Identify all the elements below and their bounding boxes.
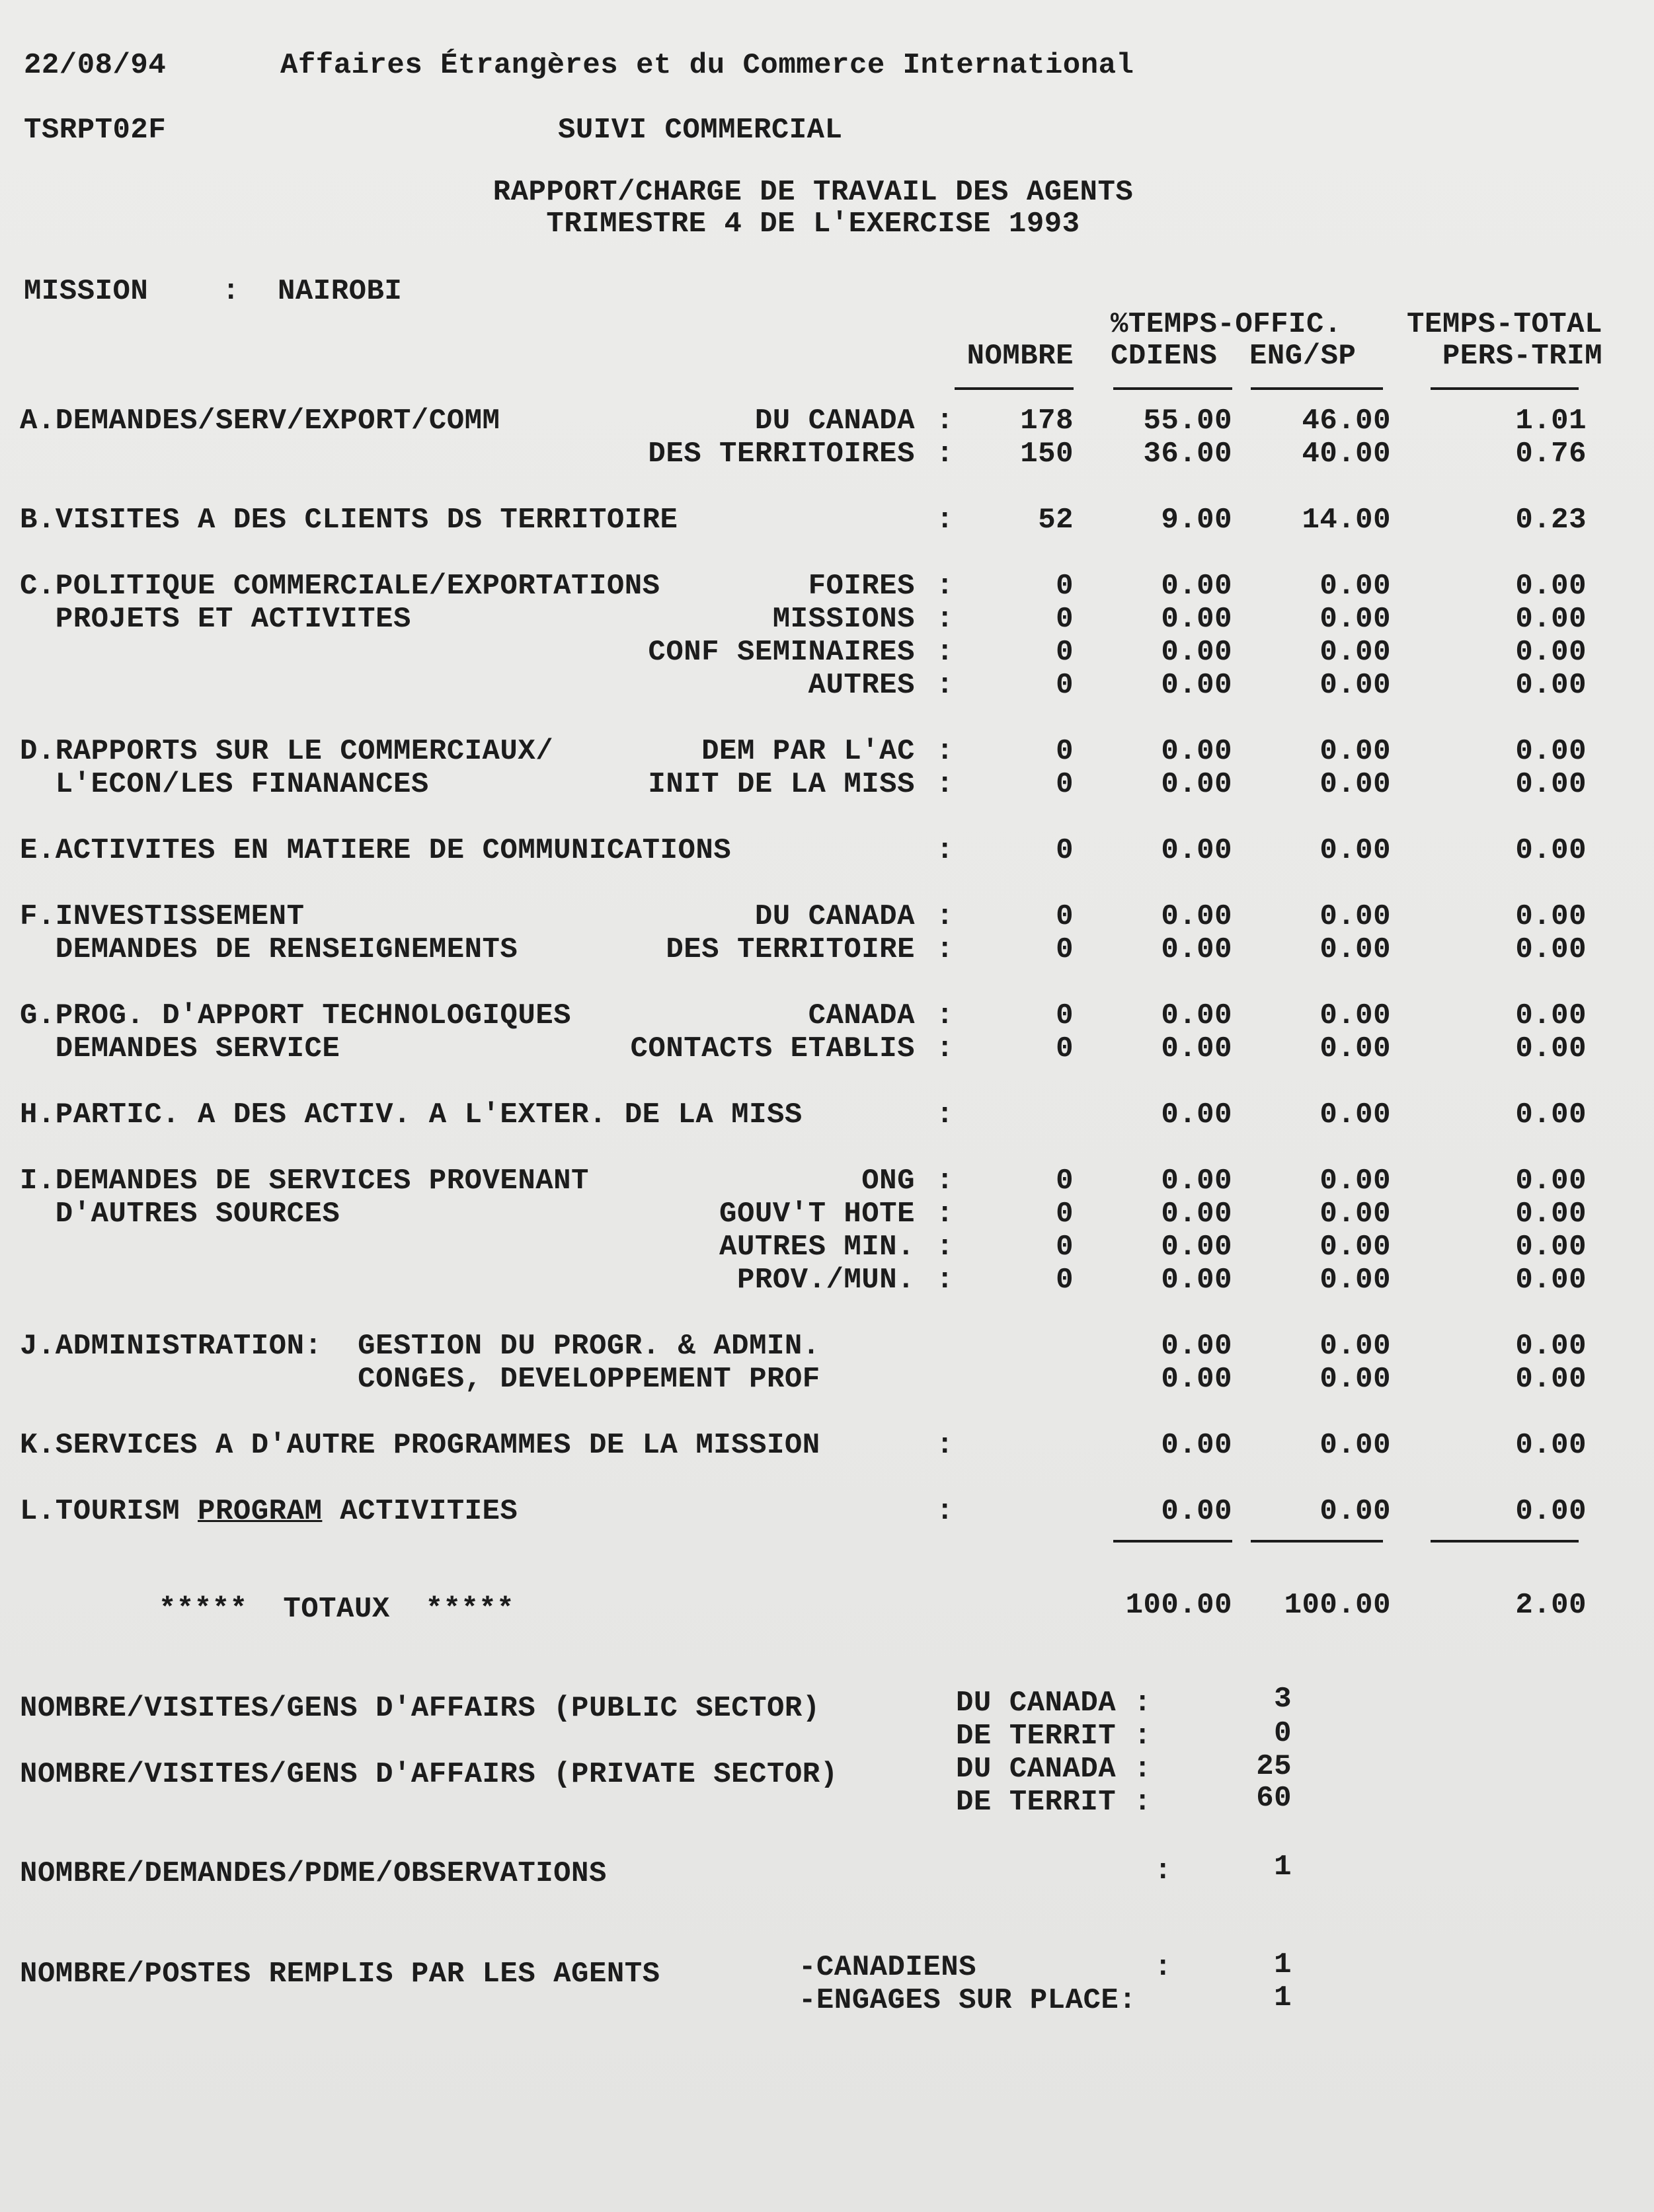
- row-sublabel: DU CANADA: [754, 900, 915, 933]
- row-sublabel: AUTRES MIN.: [719, 1231, 915, 1264]
- row-eng-sp: 0.00: [1319, 669, 1391, 702]
- row-nombre: 0: [1056, 768, 1074, 801]
- row-cdiens: 0.00: [1161, 1264, 1232, 1297]
- row-eng-sp: 0.00: [1319, 1363, 1391, 1396]
- row-separator: :: [936, 1495, 954, 1528]
- row-pers-trim: 0.00: [1515, 570, 1587, 603]
- row-separator: :: [936, 1098, 954, 1131]
- row-nombre: 0: [1056, 933, 1074, 966]
- row-cdiens: 0.00: [1161, 735, 1232, 768]
- row-eng-sp: 0.00: [1319, 1164, 1391, 1198]
- row-cdiens: 0.00: [1161, 1032, 1232, 1065]
- row-eng-sp: 40.00: [1302, 438, 1391, 471]
- postes-canadiens-value: 1: [1274, 1948, 1292, 1981]
- row-pers-trim: 0.00: [1515, 1264, 1587, 1297]
- row-label: K.SERVICES A D'AUTRE PROGRAMMES DE LA MISSION: [20, 1429, 820, 1462]
- row-cdiens: 0.00: [1161, 1231, 1232, 1264]
- header-rule-cdiens: [1113, 387, 1232, 390]
- visits-public-de-territ-label: DE TERRIT :: [956, 1720, 1152, 1753]
- row-nombre: 0: [1056, 636, 1074, 669]
- row-sublabel: DU CANADA: [754, 404, 915, 438]
- row-sublabel: AUTRES: [808, 669, 915, 702]
- row-cdiens: 0.00: [1161, 1164, 1232, 1198]
- mission-separator: :: [222, 275, 240, 308]
- row-separator: :: [936, 1429, 954, 1462]
- row-separator: :: [936, 504, 954, 537]
- row-sublabel: PROV./MUN.: [736, 1264, 915, 1297]
- row-label: L'ECON/LES FINANANCES: [20, 768, 429, 801]
- row-pers-trim: 0.00: [1515, 933, 1587, 966]
- row-eng-sp: 46.00: [1302, 404, 1391, 438]
- row-pers-trim: 0.00: [1515, 1495, 1587, 1528]
- row-sublabel: DES TERRITOIRE: [666, 933, 915, 966]
- underlined-word: PROGRAM: [198, 1495, 323, 1528]
- row-separator: :: [936, 1032, 954, 1065]
- row-eng-sp: 0.00: [1319, 1231, 1391, 1264]
- department-name: Affaires Étrangères et du Commerce International: [280, 49, 1134, 82]
- row-separator: :: [936, 570, 954, 603]
- row-sublabel: CONTACTS ETABLIS: [630, 1032, 915, 1065]
- row-separator: :: [936, 1264, 954, 1297]
- postes-label: NOMBRE/POSTES REMPLIS PAR LES AGENTS: [20, 1958, 660, 1991]
- row-eng-sp: 0.00: [1319, 768, 1391, 801]
- col-nombre: NOMBRE: [966, 340, 1074, 373]
- row-pers-trim: 0.00: [1515, 1164, 1587, 1198]
- row-nombre: 0: [1056, 999, 1074, 1032]
- report-period: TRIMESTRE 4 DE L'EXERCISE 1993: [546, 208, 1080, 241]
- row-eng-sp: 0.00: [1319, 933, 1391, 966]
- header-rule-nombre: [955, 387, 1074, 390]
- row-nombre: 0: [1056, 570, 1074, 603]
- report-title: RAPPORT/CHARGE DE TRAVAIL DES AGENTS: [492, 176, 1134, 209]
- visits-public-label: NOMBRE/VISITES/GENS D'AFFAIRS (PUBLIC SECTOR): [20, 1692, 820, 1725]
- row-separator: :: [936, 834, 954, 867]
- row-cdiens: 0.00: [1161, 1198, 1232, 1231]
- col-pers-trim: PERS-TRIM: [1442, 340, 1602, 373]
- row-label: J.ADMINISTRATION: GESTION DU PROGR. & ADMIN.: [20, 1330, 820, 1363]
- row-cdiens: 36.00: [1143, 438, 1232, 471]
- totals-rule-eng-sp: [1251, 1540, 1383, 1543]
- row-separator: :: [936, 1164, 954, 1198]
- row-eng-sp: 14.00: [1302, 504, 1391, 537]
- row-pers-trim: 0.00: [1515, 1363, 1587, 1396]
- row-label: PROJETS ET ACTIVITES: [20, 603, 411, 636]
- row-label: G.PROG. D'APPORT TECHNOLOGIQUES: [20, 999, 572, 1032]
- row-cdiens: 0.00: [1161, 1098, 1232, 1131]
- row-nombre: 0: [1056, 669, 1074, 702]
- row-cdiens: 0.00: [1161, 570, 1232, 603]
- row-eng-sp: 0.00: [1319, 603, 1391, 636]
- row-cdiens: 0.00: [1161, 933, 1232, 966]
- row-separator: :: [936, 900, 954, 933]
- visits-private-du-canada-value: 25: [1256, 1750, 1292, 1783]
- row-eng-sp: 0.00: [1319, 636, 1391, 669]
- row-separator: :: [936, 768, 954, 801]
- header-rule-eng-sp: [1251, 387, 1383, 390]
- row-pers-trim: 0.00: [1515, 1429, 1587, 1462]
- row-cdiens: 9.00: [1161, 504, 1232, 537]
- visits-public-du-canada-value: 3: [1274, 1683, 1292, 1716]
- row-eng-sp: 0.00: [1319, 1330, 1391, 1363]
- row-pers-trim: 0.00: [1515, 636, 1587, 669]
- totals-pers-trim: 2.00: [1515, 1589, 1587, 1622]
- row-sublabel: ONG: [861, 1164, 915, 1198]
- row-separator: :: [936, 636, 954, 669]
- row-separator: :: [936, 1198, 954, 1231]
- row-pers-trim: 0.00: [1515, 1098, 1587, 1131]
- row-label: D.RAPPORTS SUR LE COMMERCIAUX/: [20, 735, 554, 768]
- row-eng-sp: 0.00: [1319, 570, 1391, 603]
- row-nombre: 0: [1056, 603, 1074, 636]
- row-pers-trim: 0.00: [1515, 735, 1587, 768]
- row-label: F.INVESTISSEMENT: [20, 900, 305, 933]
- visits-public-du-canada-label: DU CANADA :: [956, 1687, 1152, 1720]
- row-sublabel: DEM PAR L'AC: [701, 735, 915, 768]
- row-separator: :: [936, 1231, 954, 1264]
- row-cdiens: 55.00: [1143, 404, 1232, 438]
- row-sublabel: CONF SEMINAIRES: [648, 636, 915, 669]
- row-pers-trim: 0.00: [1515, 768, 1587, 801]
- row-label: I.DEMANDES DE SERVICES PROVENANT: [20, 1164, 589, 1198]
- row-eng-sp: 0.00: [1319, 834, 1391, 867]
- row-nombre: 150: [1020, 438, 1074, 471]
- row-nombre: 0: [1056, 1164, 1074, 1198]
- row-pers-trim: 0.00: [1515, 1032, 1587, 1065]
- row-label: B.VISITES A DES CLIENTS DS TERRITOIRE: [20, 504, 678, 537]
- visits-private-de-territ-value: 60: [1256, 1782, 1292, 1815]
- row-pers-trim: 0.23: [1515, 504, 1587, 537]
- row-separator: :: [936, 933, 954, 966]
- visits-public-de-territ-value: 0: [1274, 1717, 1292, 1750]
- visits-private-de-territ-label: DE TERRIT :: [956, 1786, 1152, 1819]
- mission-label: MISSION: [24, 275, 149, 308]
- row-pers-trim: 0.00: [1515, 1330, 1587, 1363]
- row-pers-trim: 0.00: [1515, 603, 1587, 636]
- pdme-value: 1: [1274, 1850, 1292, 1884]
- row-nombre: 0: [1056, 1198, 1074, 1231]
- col-group-temps-offic: %TEMPS-OFFIC.: [1111, 308, 1342, 341]
- col-eng-sp: ENG/SP: [1249, 340, 1357, 373]
- totals-label: ***** TOTAUX *****: [159, 1593, 515, 1626]
- row-label: H.PARTIC. A DES ACTIV. A L'EXTER. DE LA MISS: [20, 1098, 803, 1131]
- row-sublabel: MISSIONS: [772, 603, 915, 636]
- row-separator: :: [936, 669, 954, 702]
- row-label: DEMANDES SERVICE: [20, 1032, 340, 1065]
- col-cdiens: CDIENS: [1111, 340, 1218, 373]
- report-code: TSRPT02F: [24, 114, 167, 147]
- row-eng-sp: 0.00: [1319, 1495, 1391, 1528]
- row-cdiens: 0.00: [1161, 768, 1232, 801]
- row-eng-sp: 0.00: [1319, 900, 1391, 933]
- row-separator: :: [936, 603, 954, 636]
- row-label: CONGES, DEVELOPPEMENT PROF: [20, 1363, 820, 1396]
- row-nombre: 0: [1056, 834, 1074, 867]
- header-rule-pers-trim: [1431, 387, 1579, 390]
- row-cdiens: 0.00: [1161, 999, 1232, 1032]
- report-date: 22/08/94: [24, 49, 167, 82]
- postes-engages-value: 1: [1274, 1981, 1292, 2014]
- row-label: E.ACTIVITES EN MATIERE DE COMMUNICATIONS: [20, 834, 732, 867]
- row-pers-trim: 0.00: [1515, 999, 1587, 1032]
- postes-engages-label: -ENGAGES SUR PLACE:: [799, 1984, 1137, 2017]
- row-eng-sp: 0.00: [1319, 1032, 1391, 1065]
- row-cdiens: 0.00: [1161, 669, 1232, 702]
- row-nombre: 0: [1056, 900, 1074, 933]
- row-label: A.DEMANDES/SERV/EXPORT/COMM: [20, 404, 500, 438]
- row-cdiens: 0.00: [1161, 1330, 1232, 1363]
- system-name: SUIVI COMMERCIAL: [558, 114, 843, 147]
- row-nombre: 0: [1056, 1032, 1074, 1065]
- pdme-label: NOMBRE/DEMANDES/PDME/OBSERVATIONS: [20, 1857, 607, 1890]
- pdme-separator: :: [1154, 1854, 1172, 1888]
- row-eng-sp: 0.00: [1319, 1264, 1391, 1297]
- row-pers-trim: 0.00: [1515, 1231, 1587, 1264]
- postes-canadiens-separator: :: [1154, 1951, 1172, 1984]
- row-eng-sp: 0.00: [1319, 735, 1391, 768]
- totals-rule-cdiens: [1113, 1540, 1232, 1543]
- row-pers-trim: 0.00: [1515, 900, 1587, 933]
- row-eng-sp: 0.00: [1319, 1429, 1391, 1462]
- totals-eng-sp: 100.00: [1284, 1589, 1391, 1622]
- row-eng-sp: 0.00: [1319, 1198, 1391, 1231]
- row-nombre: 178: [1020, 404, 1074, 438]
- row-cdiens: 0.00: [1161, 1495, 1232, 1528]
- row-cdiens: 0.00: [1161, 834, 1232, 867]
- row-cdiens: 0.00: [1161, 636, 1232, 669]
- row-separator: :: [936, 404, 954, 438]
- row-pers-trim: 0.00: [1515, 834, 1587, 867]
- row-nombre: 52: [1038, 504, 1074, 537]
- row-sublabel: FOIRES: [808, 570, 915, 603]
- totals-rule-pers-trim: [1431, 1540, 1579, 1543]
- row-label: C.POLITIQUE COMMERCIALE/EXPORTATIONS: [20, 570, 660, 603]
- col-group-temps-total: TEMPS-TOTAL: [1407, 308, 1602, 341]
- row-eng-sp: 0.00: [1319, 1098, 1391, 1131]
- row-sublabel: GOUV'T HOTE: [719, 1198, 915, 1231]
- row-pers-trim: 0.00: [1515, 669, 1587, 702]
- row-cdiens: 0.00: [1161, 1363, 1232, 1396]
- row-label: DEMANDES DE RENSEIGNEMENTS: [20, 933, 518, 966]
- row-separator: :: [936, 735, 954, 768]
- row-nombre: 0: [1056, 1231, 1074, 1264]
- row-pers-trim: 0.76: [1515, 438, 1587, 471]
- row-eng-sp: 0.00: [1319, 999, 1391, 1032]
- row-separator: :: [936, 999, 954, 1032]
- mission-value: NAIROBI: [278, 275, 403, 308]
- visits-private-label: NOMBRE/VISITES/GENS D'AFFAIRS (PRIVATE SECTOR): [20, 1758, 838, 1791]
- row-nombre: 0: [1056, 1264, 1074, 1297]
- row-separator: :: [936, 438, 954, 471]
- row-cdiens: 0.00: [1161, 900, 1232, 933]
- row-pers-trim: 1.01: [1515, 404, 1587, 438]
- visits-private-du-canada-label: DU CANADA :: [956, 1753, 1152, 1786]
- row-cdiens: 0.00: [1161, 1429, 1232, 1462]
- row-label: L.TOURISM PROGRAM ACTIVITIES: [20, 1495, 518, 1528]
- row-cdiens: 0.00: [1161, 603, 1232, 636]
- row-nombre: 0: [1056, 735, 1074, 768]
- row-sublabel: INIT DE LA MISS: [648, 768, 915, 801]
- row-sublabel: CANADA: [808, 999, 915, 1032]
- row-pers-trim: 0.00: [1515, 1198, 1587, 1231]
- row-label: D'AUTRES SOURCES: [20, 1198, 340, 1231]
- postes-canadiens-label: -CANADIENS: [799, 1951, 977, 1984]
- totals-cdiens: 100.00: [1125, 1589, 1232, 1622]
- row-sublabel: DES TERRITOIRES: [648, 438, 915, 471]
